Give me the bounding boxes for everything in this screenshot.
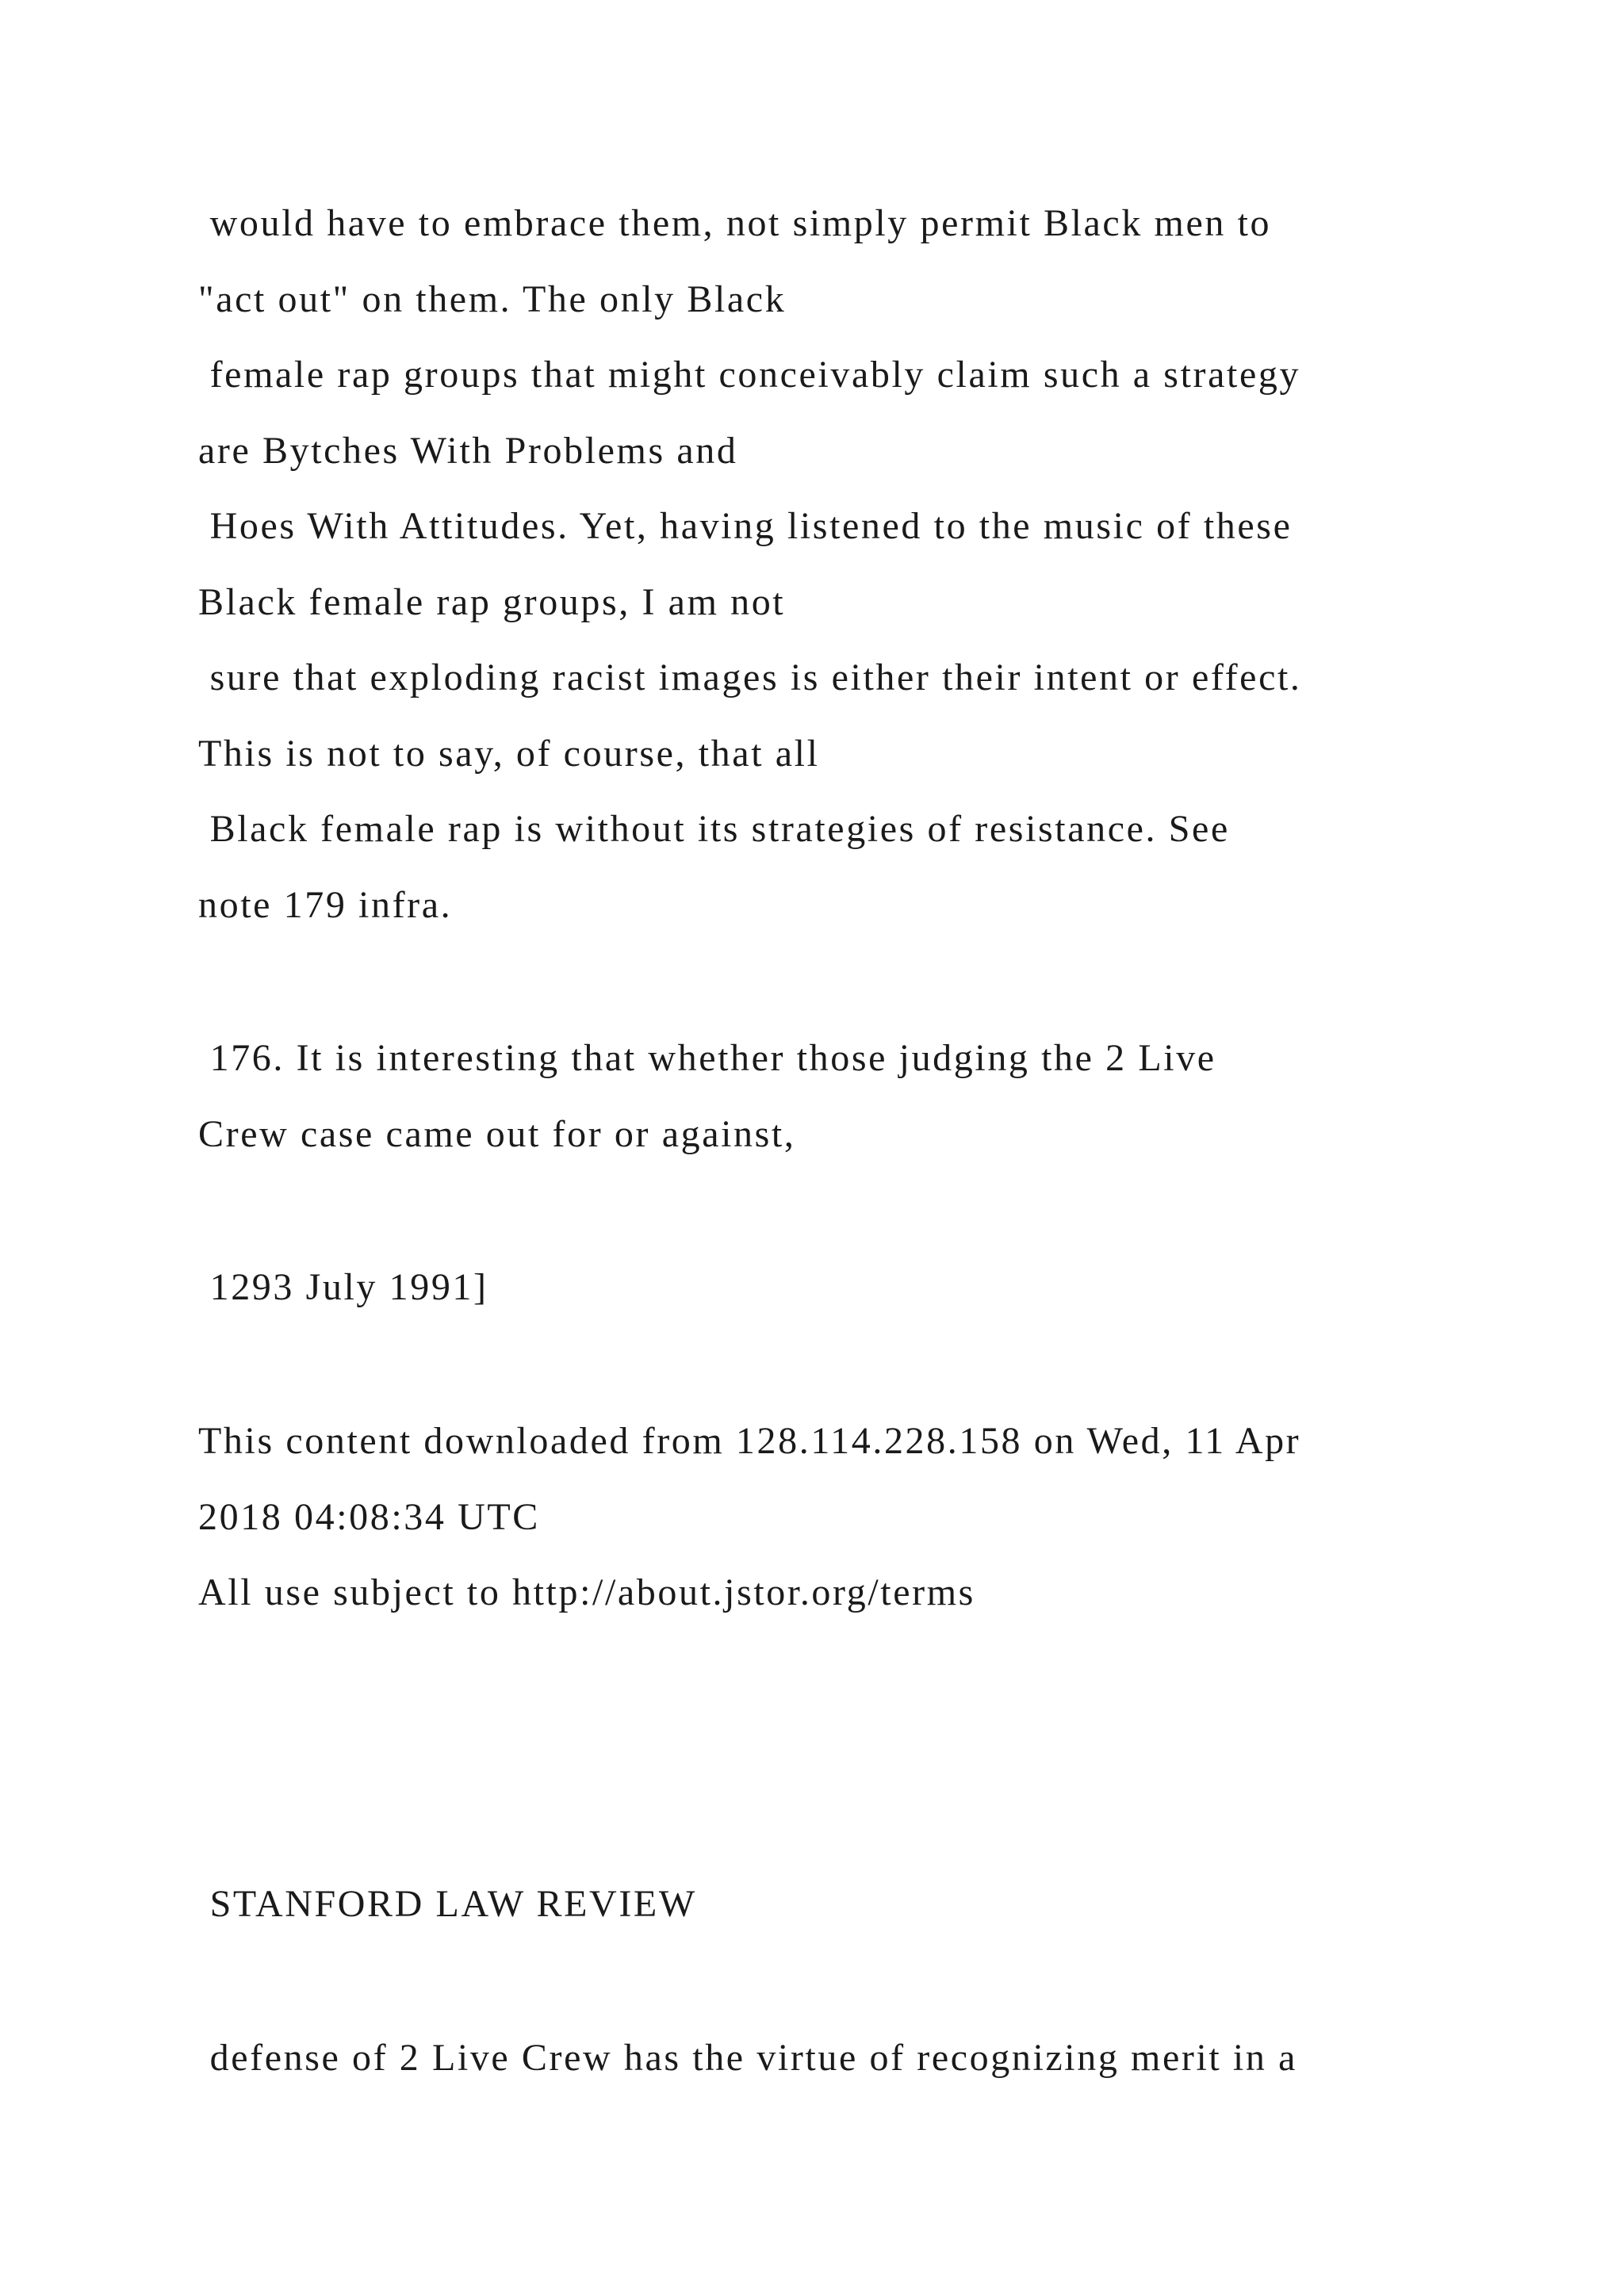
terms-notice: All use subject to http://about.jstor.org/terms (198, 1571, 975, 1613)
text-line-2: "act out" on them. The only Black (198, 278, 787, 320)
text-line-1: would have to embrace them, not simply permit Black men to (198, 202, 1272, 244)
text-line-11: 176. It is interesting that whether those judging the 2 Live (198, 1037, 1216, 1079)
text-line-5: Hoes With Attitudes. Yet, having listened to the music of these (198, 505, 1293, 547)
download-notice-line-2: 2018 04:08:34 UTC (198, 1496, 540, 1538)
text-line-6: Black female rap groups, I am not (198, 581, 786, 623)
text-line-continued: defense of 2 Live Crew has the virtue of recognizing merit in a (198, 2037, 1297, 2079)
text-line-12: Crew case came out for or against, (198, 1113, 796, 1155)
text-line-9: Black female rap is without its strategies of resistance. See (198, 808, 1230, 850)
journal-header: STANFORD LAW REVIEW (198, 1883, 697, 1925)
text-line-8: This is not to say, of course, that all (198, 733, 820, 775)
download-notice-line-1: This content downloaded from 128.114.228.158 on Wed, 11 Apr (198, 1420, 1301, 1462)
page-number-date: 1293 July 1991] (198, 1266, 488, 1308)
text-line-4: are Bytches With Problems and (198, 430, 738, 472)
text-line-7: sure that exploding racist images is either their intent or effect. (198, 656, 1302, 698)
text-line-10: note 179 infra. (198, 884, 453, 926)
text-line-3: female rap groups that might conceivably claim such a strategy (198, 354, 1301, 396)
